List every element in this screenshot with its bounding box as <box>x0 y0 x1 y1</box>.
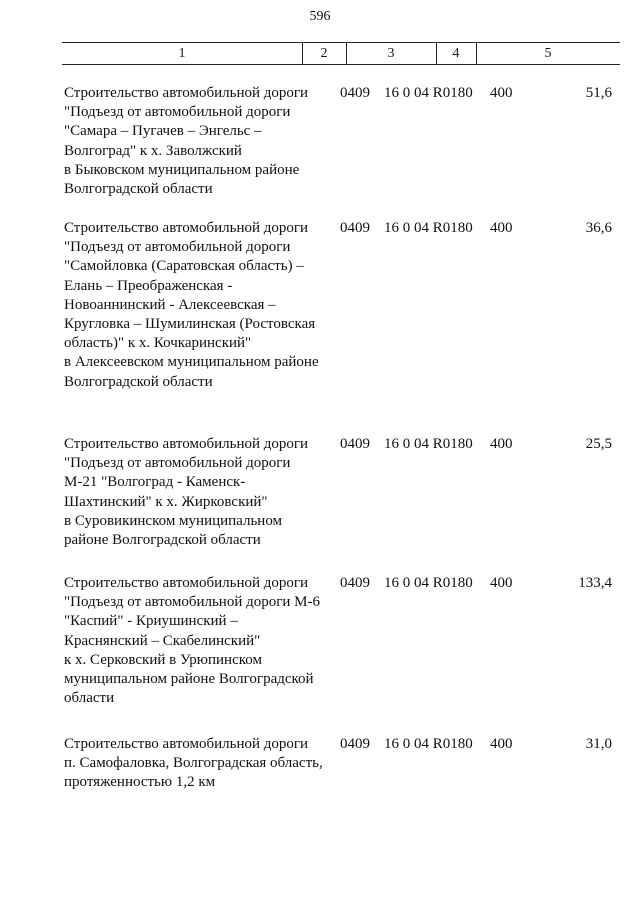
row-amount: 31,0 <box>585 736 612 752</box>
row-code: 16 0 04 R0180 <box>384 736 473 752</box>
row-name: Строительство автомобильной дороги "Подъезд от автомобильной дороги М-21 "Волгоград - Каменск- Шахтинский" к х. Жирковский" в Суровикинском муниципальном районе Волгоградской области <box>64 436 309 549</box>
row-name: Строительство автомобильной дороги "Подъезд от автомобильной дороги М-6 "Каспий" - Криушинский – Краснянский – Скабелинский" к х. Серковский в Урюпинском муниципальном районе Волгоградской области <box>64 575 321 707</box>
row-type: 400 <box>490 575 513 591</box>
header-col-3: 3 <box>387 46 395 61</box>
row-code: 16 0 04 R0180 <box>384 575 473 591</box>
table-header <box>62 42 620 65</box>
row-code: 16 0 04 R0180 <box>384 220 473 236</box>
row-amount: 51,6 <box>585 85 612 101</box>
row-name: Строительство автомобильной дороги п. Самофаловка, Волгоградская область, протяженностью 1,2 км <box>64 736 323 791</box>
row-section: 0409 <box>340 575 370 591</box>
row-type: 400 <box>490 736 513 752</box>
row-name: Строительство автомобильной дороги "Подъезд от автомобильной дороги "Самара – Пугачев – Энгельс – Волгоград" к х. Заволжский в Быковском муниципальном районе Волгоградской области <box>64 85 309 198</box>
row-section: 0409 <box>340 220 370 236</box>
header-col-2: 2 <box>320 46 328 61</box>
header-col-1: 1 <box>178 46 186 61</box>
header-col-4: 4 <box>452 46 460 61</box>
row-amount: 36,6 <box>585 220 612 236</box>
row-type: 400 <box>490 436 513 452</box>
page-number: 596 <box>309 9 331 24</box>
row-section: 0409 <box>340 436 370 452</box>
row-section: 0409 <box>340 85 370 101</box>
row-code: 16 0 04 R0180 <box>384 85 473 101</box>
row-code: 16 0 04 R0180 <box>384 436 473 452</box>
header-col-5: 5 <box>544 46 552 61</box>
row-section: 0409 <box>340 736 370 752</box>
row-name: Строительство автомобильной дороги "Подъезд от автомобильной дороги "Самойловка (Саратовская область) – Елань – Преображенская - Новоаннинский - Алексеевская – Кругловка – Шумилинская (Ростовская область)" к х. Кочкаринский" в Алексеевском муниципальном районе Волгоградской области <box>64 220 319 390</box>
row-amount: 133,4 <box>578 575 612 591</box>
row-type: 400 <box>490 220 513 236</box>
row-type: 400 <box>490 85 513 101</box>
row-amount: 25,5 <box>585 436 612 452</box>
